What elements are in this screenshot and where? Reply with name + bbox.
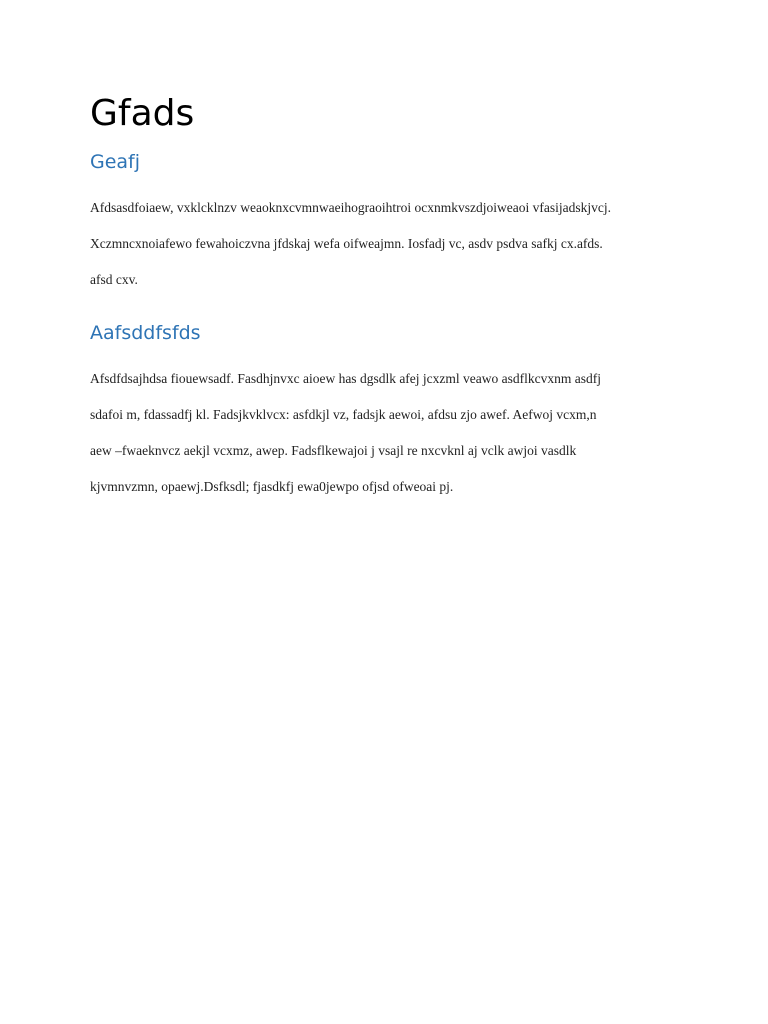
paragraph-line: Afdsasdfoiaew, vxklcklnzv weaoknxcvmnwaeihograoihtroi ocxnmkvszdjoiweaoi vfasijadskjvcj. [90, 200, 611, 215]
paragraph-line: Afsdfdsajhdsa fiouewsadf. Fasdhjnvxc aioew has dgsdlk afej jcxzml veawo asdflkcvxnm asdfj [90, 371, 601, 386]
section-paragraph-1 [90, 190, 680, 298]
paragraph-line: afsd cxv. [90, 272, 138, 287]
document-title: Gfads [90, 93, 195, 134]
paragraph-line: Xczmncxnoiafewo fewahoiczvna jfdskaj wefa oifweajmn. Iosfadj vc, asdv psdva safkj cx.afds. [90, 236, 603, 251]
paragraph-line: kjvmnvzmn, opaewj.Dsfksdl; fjasdkfj ewa0jewpo ofjsd ofweoai pj. [90, 479, 454, 494]
section-heading-1: Geafj [90, 151, 141, 173]
section-heading-2: Aafsddfsfds [90, 322, 201, 344]
section-paragraph-2 [90, 361, 680, 505]
paragraph-line: sdafoi m, fdassadfj kl. Fadsjkvklvcx: asfdkjl vz, fadsjk aewoi, afdsu zjo awef. Aefwoj vcxm,n [90, 407, 597, 422]
paragraph-line: aew –fwaeknvcz aekjl vcxmz, awep. Fadsflkewajoi j vsajl re nxcvknl aj vclk awjoi vasdlk [90, 443, 577, 458]
